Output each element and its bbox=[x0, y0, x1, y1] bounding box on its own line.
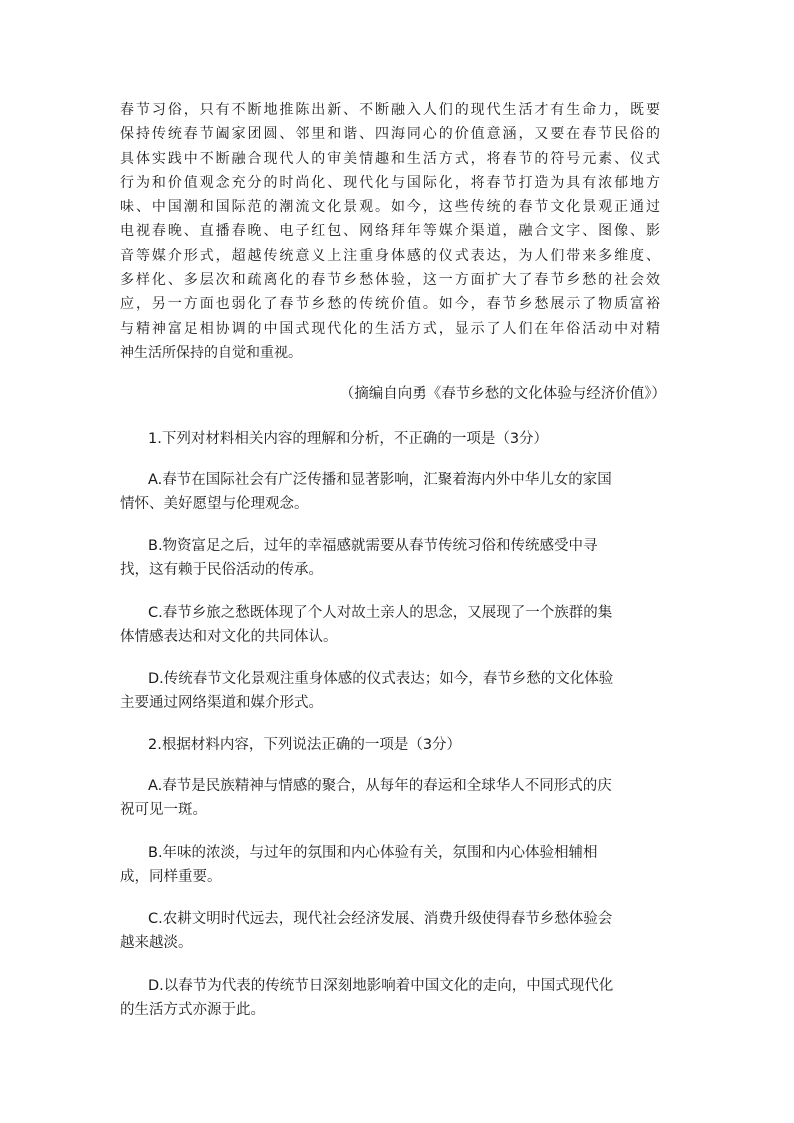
question-1-option-b: B.物资富足之后，过年的幸福感就需要从春节传统习俗和传统感受中寻 找，这有赖于民俗活动的传承。 bbox=[120, 538, 598, 578]
passage-line: 与精神富足相协调的中国式现代化的生活方式，显示了人们在年俗活动中对精 bbox=[120, 320, 660, 337]
passage-line: 春节习俗，只有不断地推陈出新、不断融入人们的现代生活才有生命力，既要 bbox=[120, 102, 660, 118]
passage-line: 应，另一方面也弱化了春节乡愁的传统价值。如今，春节乡愁展示了物质富裕 bbox=[120, 296, 660, 313]
reading-passage bbox=[120, 98, 660, 365]
passage-line: 音等媒介形式，超越传统意义上注重身体感的仪式表达，为人们带来多维度、 bbox=[120, 247, 660, 264]
question-2-option-a: A.春节是民族精神与情感的聚合，从每年的春运和全球华人不同形式的庆 祝可见一斑。 bbox=[120, 778, 612, 818]
question-2-option-d: D.以春节为代表的传统节日深刻地影响着中国文化的走向，中国式现代化 的生活方式亦源于此。 bbox=[120, 978, 614, 1018]
question-2-option-b: B.年味的浓淡，与过年的氛围和内心体验有关，氛围和内心体验相辅相 成，同样重要。 bbox=[120, 845, 598, 885]
question-1-stem: 1.下列对材料相关内容的理解和分析，不正确的一项是（3分） bbox=[148, 431, 549, 447]
question-1-option-a: A.春节在国际社会有广泛传播和显著影响，汇聚着海内外中华儿女的家国 情怀、美好愿望与伦理观念。 bbox=[120, 472, 612, 512]
passage-line: 行为和价值观念充分的时尚化、现代化与国际化，将春节打造为具有浓郁地方 bbox=[120, 174, 660, 191]
passage-line: 电视春晚、直播春晚、电子红包、网络拜年等媒介渠道，融合文字、图像、影 bbox=[120, 223, 660, 240]
passage-line: 保持传统春节阖家团圆、邻里和谐、四海同心的价值意涵，又要在春节民俗的 bbox=[120, 126, 660, 143]
passage-line: 神生活所保持的自觉和重视。 bbox=[120, 344, 302, 361]
passage-line: 具体实践中不断融合现代人的审美情趣和生活方式，将春节的符号元素、仪式 bbox=[120, 150, 660, 167]
passage-source: （摘编自向勇《春节乡愁的文化体验与经济价值》） bbox=[339, 386, 666, 402]
passage-line: 多样化、多层次和疏离化的春节乡愁体验，这一方面扩大了春节乡愁的社会效 bbox=[120, 272, 660, 289]
question-2-stem: 2.根据材料内容，下列说法正确的一项是（3分） bbox=[148, 737, 462, 753]
question-1-option-c: C.春节乡旅之愁既体现了个人对故土亲人的思念，又展现了一个族群的集 体情感表达和对文化的共同体认。 bbox=[120, 605, 613, 645]
question-2-option-c: C.农耕文明时代远去，现代社会经济发展、消费升级使得春节乡愁体验会 越来越淡。 bbox=[120, 911, 613, 951]
passage-line: 味、中国潮和国际范的潮流文化景观。如今，这些传统的春节文化景观正通过 bbox=[120, 199, 660, 216]
question-1-option-d: D.传统春节文化景观注重身体感的仪式表达；如今，春节乡愁的文化体验 主要通过网络渠道和媒介形式。 bbox=[120, 671, 614, 711]
